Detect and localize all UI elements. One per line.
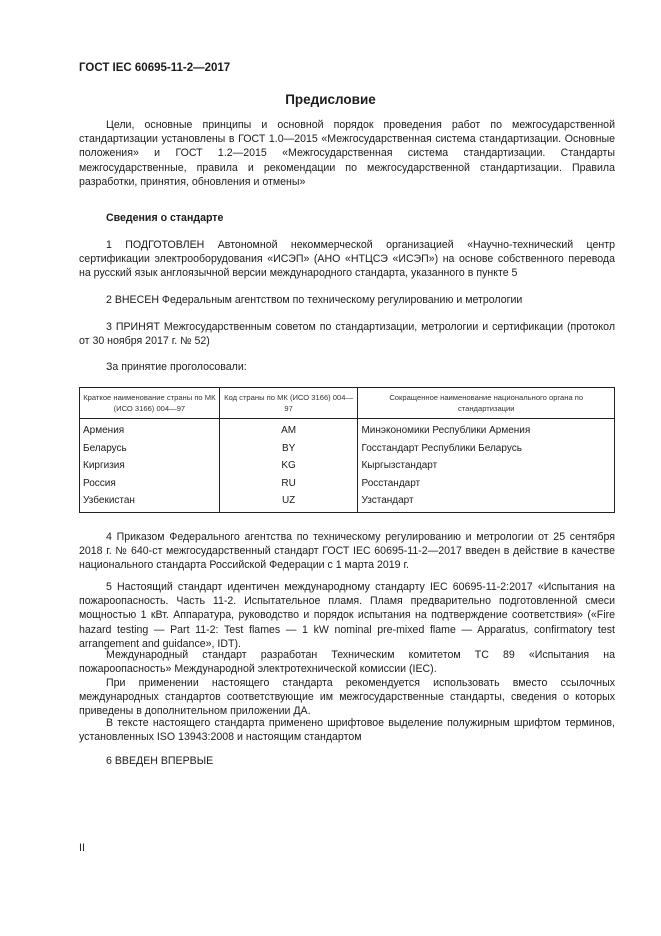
country-cell: Киргизия [80, 457, 220, 475]
page-title: Предисловие [285, 92, 376, 107]
table-row [80, 492, 615, 512]
voting-table [79, 387, 615, 513]
item-3-paragraph: 3 ПРИНЯТ Межгосударственным советом по стандартизации, метрологии и сертификации (протокол от 30 ноября 2017 г. № 52) [79, 321, 615, 348]
code-cell: UZ [219, 492, 358, 512]
column-header-body: Сокращенное наименование национального органа по стандартизации [358, 388, 615, 419]
table-row [80, 440, 615, 458]
item-5-references-paragraph: При применении настоящего стандарта рекомендуется использовать вместо ссылочных международных стандартов соответствующие им межгосударственные стандарты, сведения о которых приведены в дополнительном приложении ДА. [79, 677, 615, 718]
item-5-paragraph: 5 Настоящий стандарт идентичен международному стандарту IEC 60695-11-2:2017 «Испытания на пожароопасность. Часть 11-2. Испытательное пламя. Пламя предварительно подготовленной смеси мощностью 1 кВт. Аппаратура, руководство и порядок испытания на подтверждение соответствия» («Fire hazard testing — Part 11-2: Test flames — 1 kW nominal pre-mixed flame — Apparatus, confirmatory test arrangement and guidance», IDT). [79, 581, 615, 650]
code-cell: AM [219, 419, 358, 440]
intro-paragraph: Цели, основные принципы и основной порядок проведения работ по межгосударственной стандартизации установлены в ГОСТ 1.0—2015 «Межгосударственная система стандартизации. Основные положения» и ГОСТ 1.2—2015 «Межгосударственная система стандартизации. Стандарты межгосударственные, правила и рекомендации по межгосударственной стандартизации. Правила разработки, принятия, обновления и отмены» [79, 119, 615, 188]
table-row [80, 457, 615, 475]
body-cell: Минэкономики Республики Армения [358, 419, 615, 440]
item-6-paragraph: 6 ВВЕДЕН ВПЕРВЫЕ [106, 755, 214, 767]
body-cell: Кыргызстандарт [358, 457, 615, 475]
item-4-paragraph: 4 Приказом Федерального агентства по техническому регулированию и метрологии от 25 сентября 2018 г. № 640-ст межгосударственный стандарт ГОСТ IEC 60695-11-2—2017 введен в действие в качестве национального стандарта Российской Федерации с 1 марта 2019 г. [79, 531, 615, 572]
table-header-row [80, 388, 615, 419]
country-cell: Узбекистан [80, 492, 220, 512]
country-cell: Россия [80, 475, 220, 493]
body-cell: Госстандарт Республики Беларусь [358, 440, 615, 458]
item-2-paragraph: 2 ВНЕСЕН Федеральным агентством по техническому регулированию и метрологии [106, 294, 523, 306]
item-5-typography-paragraph: В тексте настоящего стандарта применено шрифтовое выделение полужирным шрифтом терминов, установленных ISO 13943:2008 и настоящим стандартом [79, 717, 615, 744]
country-cell: Армения [80, 419, 220, 440]
table-row [80, 419, 615, 440]
voted-label: За принятие проголосовали: [106, 361, 247, 373]
item-1-paragraph: 1 ПОДГОТОВЛЕН Автономной некоммерческой организацией «Научно-технический центр сертификации электрооборудования «ИСЭП» (АНО «НТЦСЭ «ИСЭП») на основе собственного перевода на русский язык англоязычной версии международного стандарта, указанного в пункте 5 [79, 239, 615, 280]
code-cell: RU [219, 475, 358, 493]
column-header-code: Код страны по МК (ИСО 3166) 004—97 [219, 388, 358, 419]
section-heading: Сведения о стандарте [106, 212, 224, 224]
body-cell: Узстандарт [358, 492, 615, 512]
column-header-country: Краткое наименование страны по МК (ИСО 3166) 004—97 [80, 388, 220, 419]
body-cell: Росстандарт [358, 475, 615, 493]
page-number: II [79, 842, 85, 854]
code-cell: KG [219, 457, 358, 475]
table-row [80, 475, 615, 493]
item-5-committee-paragraph: Международный стандарт разработан Техническим комитетом ТС 89 «Испытания на пожароопасность» Международной электротехнической комиссии (IEC). [79, 649, 615, 676]
code-cell: BY [219, 440, 358, 458]
document-code: ГОСТ IEC 60695-11-2—2017 [79, 62, 231, 74]
country-cell: Беларусь [80, 440, 220, 458]
